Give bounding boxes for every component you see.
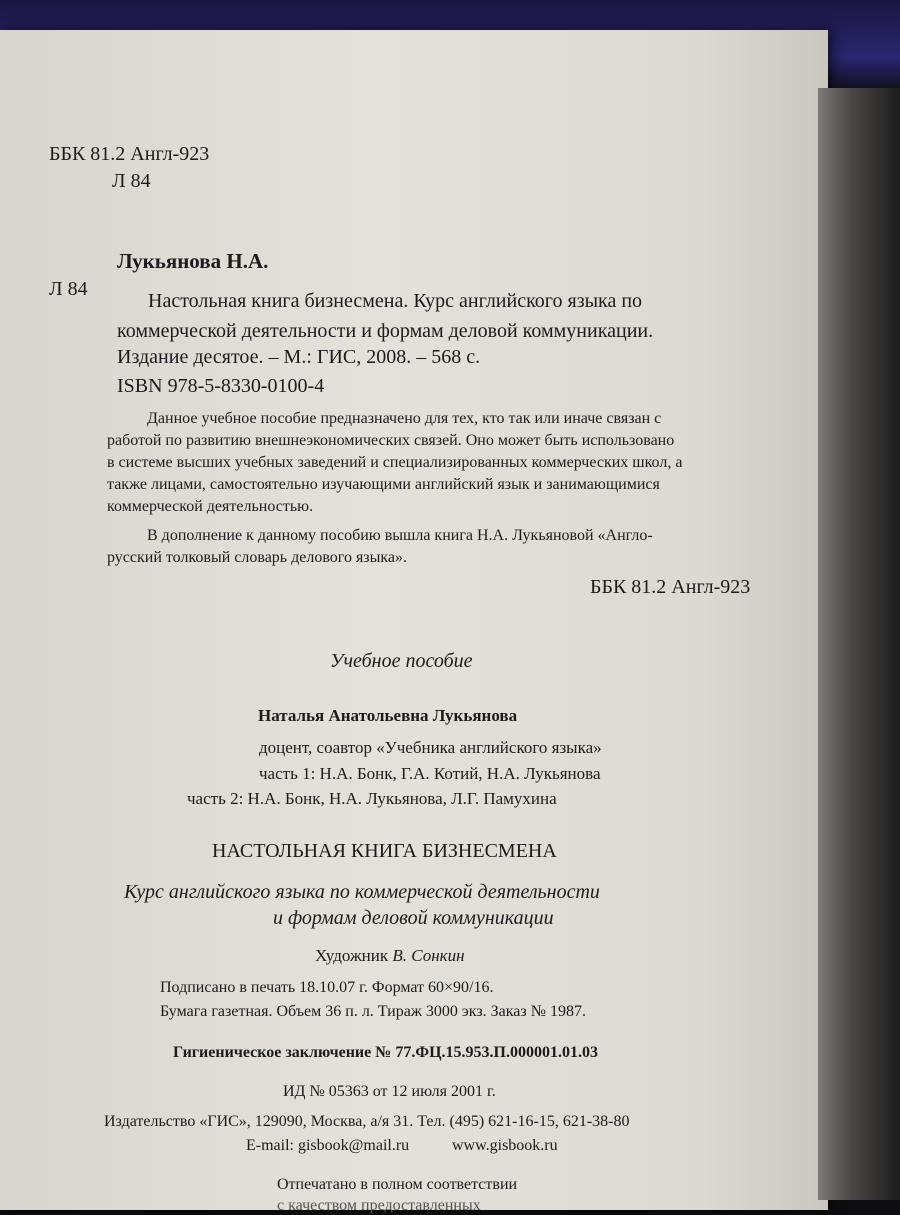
author-code: Л 84 (49, 278, 88, 300)
book-page (0, 30, 828, 1214)
author-credit-line: доцент, соавтор «Учебника английского языка» (259, 738, 602, 757)
printing-note: Отпечатано в полном соответствии (277, 1176, 518, 1193)
printing-note-cut: с качеством предоставленных (277, 1197, 481, 1214)
imprint-subtitle-line-2: и формам деловой коммуникации (273, 907, 554, 929)
author-full-name: Наталья Анатольевна Лукьянова (258, 706, 518, 725)
author-credit-line: часть 1: Н.А. Бонк, Г.А. Котий, Н.А. Лукьянова (259, 764, 601, 783)
annotation-line: также лицами, самостоятельно изучающими английский язык и занимающимися (107, 476, 660, 493)
imprint-book-title: НАСТОЛЬНАЯ КНИГА БИЗНЕСМЕНА (212, 840, 557, 862)
author-name: Лукьянова Н.А. (117, 249, 269, 273)
artist-label: Художник (315, 946, 389, 965)
publisher-address: Издательство «ГИС», 129090, Москва, а/я 31. Тел. (495) 621-16-15, 621-38-80 (104, 1113, 630, 1130)
publication-type: Учебное пособие (330, 650, 473, 672)
publisher-email: E-mail: gisbook@mail.ru (246, 1137, 410, 1154)
artist-credit (315, 946, 465, 966)
annotation-line: работой по развитию внешнеэкономических связей. Оно может быть использовано (107, 432, 675, 449)
edition-line: Издание десятое. – М.: ГИС, 2008. – 568 с. (117, 346, 481, 368)
annotation-line: в системе высших учебных заведений и специализированных коммерческих школ, а (107, 454, 683, 471)
print-details-line: Подписано в печать 18.10.07 г. Формат 60×90/16. (160, 979, 494, 996)
author-credit-line: часть 2: Н.А. Бонк, Н.А. Лукьянова, Л.Г. Памухина (187, 789, 557, 808)
bbk-right: ББК 81.2 Англ-923 (590, 576, 751, 598)
publisher-license: ИД № 05363 от 12 июля 2001 г. (283, 1083, 496, 1100)
author-code-header: Л 84 (112, 170, 151, 192)
publisher-website: www.gisbook.ru (452, 1137, 558, 1154)
imprint-subtitle-line-1: Курс английского языка по коммерческой деятельности (124, 881, 600, 903)
book-title-line-2: коммерческой деятельности и формам деловой коммуникации. (117, 320, 654, 342)
annotation-line: В дополнение к данному пособию вышла книга Н.А. Лукьяновой «Англо- (147, 527, 653, 544)
artist-name: В. Сонкин (392, 946, 465, 965)
print-details-line: Бумага газетная. Объем 36 п. л. Тираж 3000 экз. Заказ № 1987. (160, 1003, 586, 1020)
isbn: ISBN 978-5-8330-0100-4 (117, 375, 325, 397)
annotation-line: русский толковый словарь делового языка». (107, 549, 407, 566)
annotation-line: Данное учебное пособие предназначено для тех, кто так или иначе связан с (147, 410, 662, 427)
annotation-line: коммерческой деятельностью. (107, 498, 314, 515)
book-title-line-1: Настольная книга бизнесмена. Курс английского языка по (148, 290, 643, 312)
hygiene-certificate: Гигиеническое заключение № 77.ФЦ.15.953.П.000001.01.03 (173, 1044, 598, 1061)
bbk-header: ББК 81.2 Англ-923 (49, 143, 210, 165)
facing-page-edge (818, 88, 900, 1200)
